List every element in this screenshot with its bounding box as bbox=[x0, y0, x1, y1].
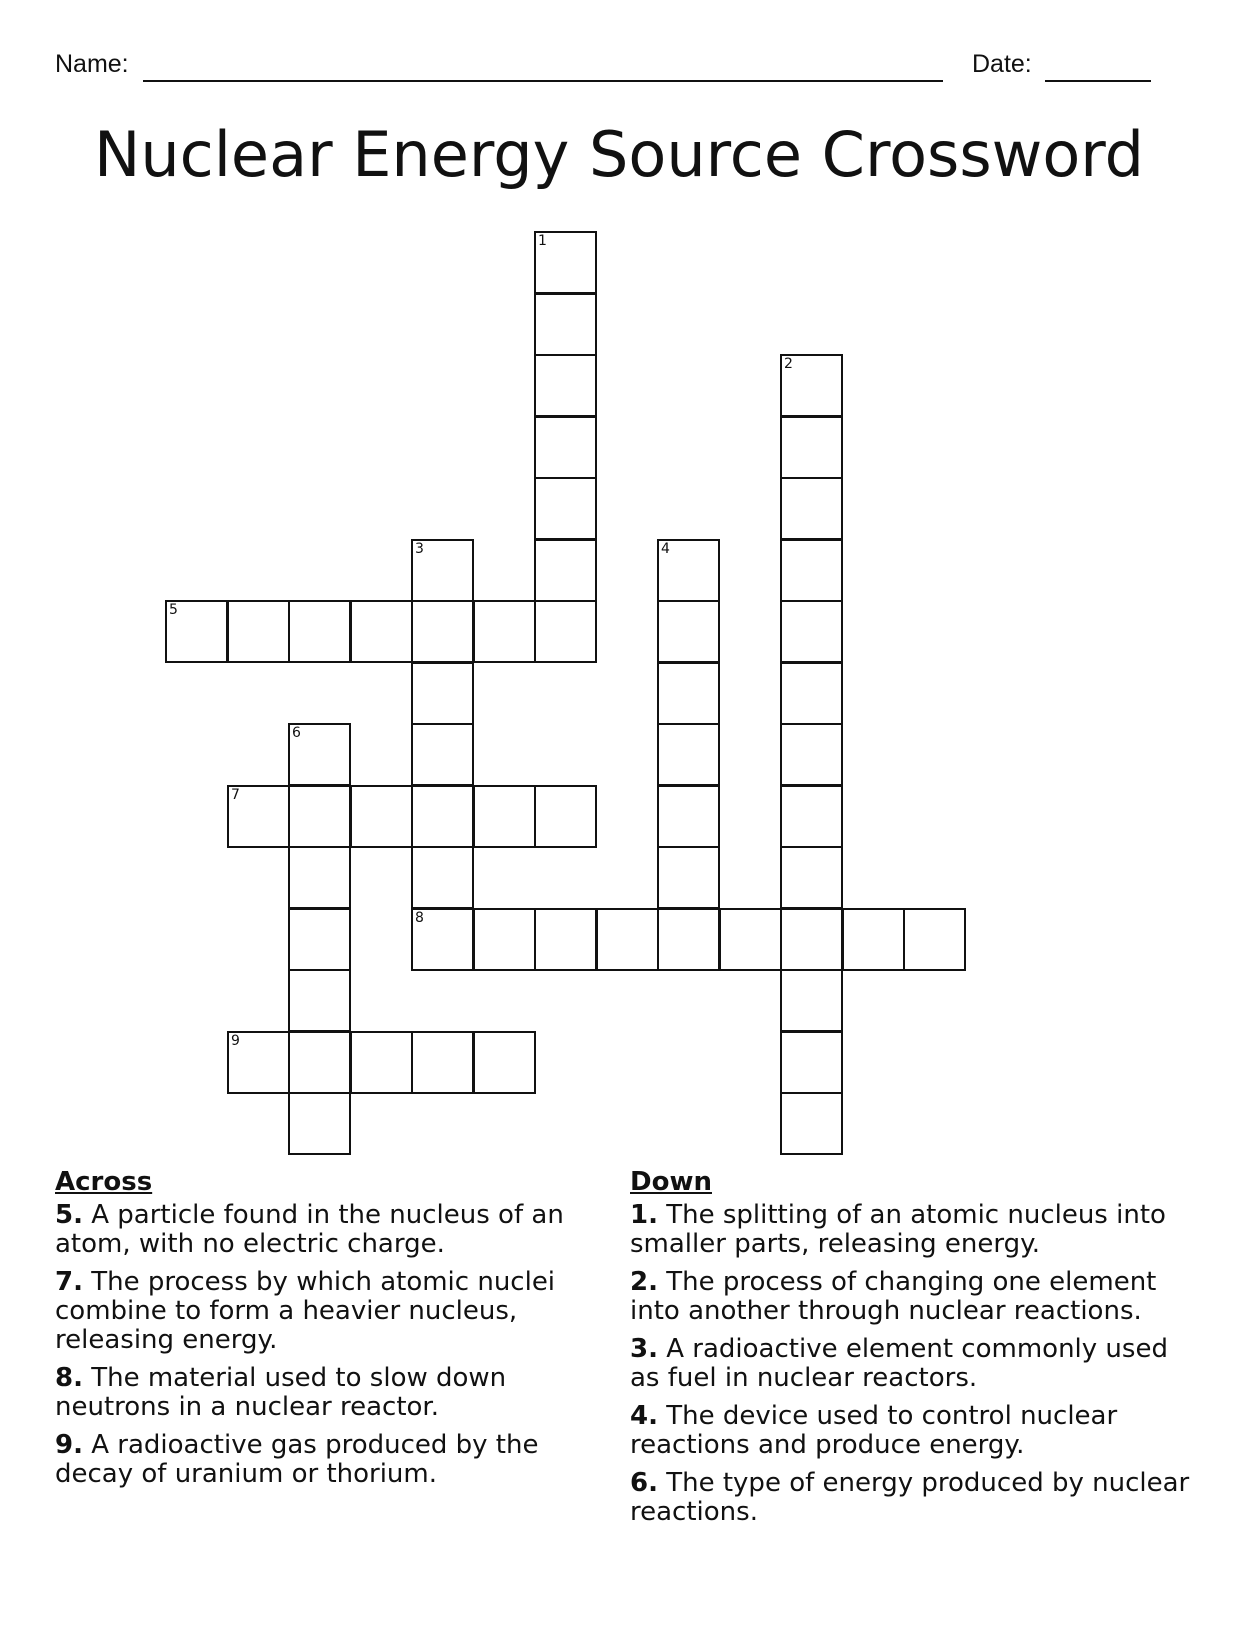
across-clue bbox=[55, 1268, 595, 1355]
down-clue bbox=[630, 1335, 1190, 1393]
cell-number: 4 bbox=[661, 541, 670, 557]
crossword-cell[interactable] bbox=[288, 908, 351, 971]
clue-number: 3. bbox=[630, 1334, 658, 1364]
crossword-cell[interactable] bbox=[288, 785, 351, 848]
crossword-cell[interactable] bbox=[227, 1031, 290, 1094]
crossword-cell[interactable] bbox=[534, 416, 597, 479]
clue-number: 4. bbox=[630, 1401, 658, 1431]
across-clue bbox=[55, 1431, 595, 1489]
crossword-cell[interactable] bbox=[780, 908, 843, 971]
clue-number: 7. bbox=[55, 1267, 83, 1297]
crossword-cell[interactable] bbox=[780, 969, 843, 1032]
cell-number: 7 bbox=[231, 787, 240, 803]
crossword-cell[interactable] bbox=[780, 416, 843, 479]
clue-text: A radioactive gas produced by the decay of uranium or thorium. bbox=[55, 1430, 539, 1489]
crossword-cell[interactable] bbox=[534, 354, 597, 417]
crossword-cell[interactable] bbox=[657, 785, 720, 848]
crossword-cell[interactable] bbox=[903, 908, 966, 971]
crossword-cell[interactable] bbox=[780, 1092, 843, 1155]
crossword-cell[interactable] bbox=[534, 293, 597, 356]
crossword-cell[interactable] bbox=[780, 723, 843, 786]
crossword-cell[interactable] bbox=[534, 600, 597, 663]
cell-number: 5 bbox=[169, 602, 178, 618]
down-heading: Down bbox=[630, 1167, 712, 1197]
across-clue bbox=[55, 1364, 595, 1422]
clue-text: The process of changing one element into another through nuclear reactions. bbox=[630, 1267, 1157, 1326]
down-clue-list bbox=[630, 1201, 1190, 1527]
clue-text: The device used to control nuclear reactions and produce energy. bbox=[630, 1401, 1118, 1460]
crossword-cell[interactable] bbox=[411, 908, 474, 971]
crossword-cell[interactable] bbox=[657, 539, 720, 602]
crossword-cell[interactable] bbox=[780, 846, 843, 909]
crossword-cell[interactable] bbox=[534, 477, 597, 540]
crossword-cell[interactable] bbox=[227, 785, 290, 848]
clue-number: 6. bbox=[630, 1468, 658, 1498]
clue-number: 8. bbox=[55, 1363, 83, 1393]
crossword-cell[interactable] bbox=[657, 600, 720, 663]
crossword-cell[interactable] bbox=[411, 539, 474, 602]
clue-text: A radioactive element commonly used as fuel in nuclear reactors. bbox=[630, 1334, 1168, 1393]
across-clue-list bbox=[55, 1201, 595, 1489]
crossword-cell[interactable] bbox=[780, 662, 843, 725]
clue-text: The splitting of an atomic nucleus into smaller parts, releasing energy. bbox=[630, 1200, 1166, 1259]
date-label: Date: bbox=[972, 50, 1032, 78]
across-heading: Across bbox=[55, 1167, 153, 1197]
crossword-cell[interactable] bbox=[288, 1092, 351, 1155]
down-clue bbox=[630, 1268, 1190, 1326]
clue-text: The type of energy produced by nuclear reactions. bbox=[630, 1468, 1190, 1527]
crossword-cell[interactable] bbox=[411, 600, 474, 663]
crossword-cell[interactable] bbox=[657, 723, 720, 786]
crossword-cell[interactable] bbox=[288, 1031, 351, 1094]
clue-number: 2. bbox=[630, 1267, 658, 1297]
crossword-cell[interactable] bbox=[473, 908, 536, 971]
crossword-cell[interactable] bbox=[411, 846, 474, 909]
crossword-cell[interactable] bbox=[534, 231, 597, 294]
crossword-cell[interactable] bbox=[473, 600, 536, 663]
crossword-cell[interactable] bbox=[534, 908, 597, 971]
crossword-cell[interactable] bbox=[780, 539, 843, 602]
clue-number: 9. bbox=[55, 1430, 83, 1460]
cell-number: 2 bbox=[784, 356, 793, 372]
crossword-cell[interactable] bbox=[657, 846, 720, 909]
name-label: Name: bbox=[55, 50, 129, 78]
crossword-cell[interactable] bbox=[719, 908, 782, 971]
crossword-cell[interactable] bbox=[288, 600, 351, 663]
across-clues bbox=[55, 1168, 595, 1498]
clue-number: 1. bbox=[630, 1200, 658, 1230]
crossword-cell[interactable] bbox=[350, 600, 413, 663]
crossword-cell[interactable] bbox=[780, 785, 843, 848]
crossword-cell[interactable] bbox=[657, 662, 720, 725]
crossword-cell[interactable] bbox=[596, 908, 659, 971]
crossword-cell[interactable] bbox=[780, 1031, 843, 1094]
crossword-cell[interactable] bbox=[411, 1031, 474, 1094]
clue-text: The process by which atomic nuclei combine to form a heavier nucleus, releasing energy. bbox=[55, 1267, 556, 1355]
crossword-cell[interactable] bbox=[780, 477, 843, 540]
crossword-cell[interactable] bbox=[780, 600, 843, 663]
crossword-cell[interactable] bbox=[411, 723, 474, 786]
crossword-cell[interactable] bbox=[227, 600, 290, 663]
down-clues bbox=[630, 1168, 1190, 1536]
crossword-cell[interactable] bbox=[473, 1031, 536, 1094]
crossword-cell[interactable] bbox=[534, 539, 597, 602]
down-clue bbox=[630, 1201, 1190, 1259]
cell-number: 9 bbox=[231, 1033, 240, 1049]
crossword-cell[interactable] bbox=[534, 785, 597, 848]
cell-number: 3 bbox=[415, 541, 424, 557]
clue-text: A particle found in the nucleus of an atom, with no electric charge. bbox=[55, 1200, 564, 1259]
page-title: Nuclear Energy Source Crossword bbox=[93, 118, 1145, 191]
crossword-cell[interactable] bbox=[842, 908, 905, 971]
cell-number: 6 bbox=[292, 725, 301, 741]
down-clue bbox=[630, 1469, 1190, 1527]
crossword-cell[interactable] bbox=[473, 785, 536, 848]
crossword-cell[interactable] bbox=[411, 785, 474, 848]
crossword-cell[interactable] bbox=[411, 662, 474, 725]
crossword-cell[interactable] bbox=[350, 785, 413, 848]
cell-number: 8 bbox=[415, 910, 424, 926]
crossword-cell[interactable] bbox=[288, 969, 351, 1032]
crossword-cell[interactable] bbox=[780, 354, 843, 417]
cell-number: 1 bbox=[538, 233, 547, 249]
crossword-cell[interactable] bbox=[657, 908, 720, 971]
across-clue bbox=[55, 1201, 595, 1259]
crossword-cell[interactable] bbox=[288, 846, 351, 909]
clue-text: The material used to slow down neutrons in a nuclear reactor. bbox=[55, 1363, 507, 1422]
crossword-cell[interactable] bbox=[288, 723, 351, 786]
crossword-cell[interactable] bbox=[165, 600, 228, 663]
clue-number: 5. bbox=[55, 1200, 83, 1230]
down-clue bbox=[630, 1402, 1190, 1460]
crossword-cell[interactable] bbox=[350, 1031, 413, 1094]
